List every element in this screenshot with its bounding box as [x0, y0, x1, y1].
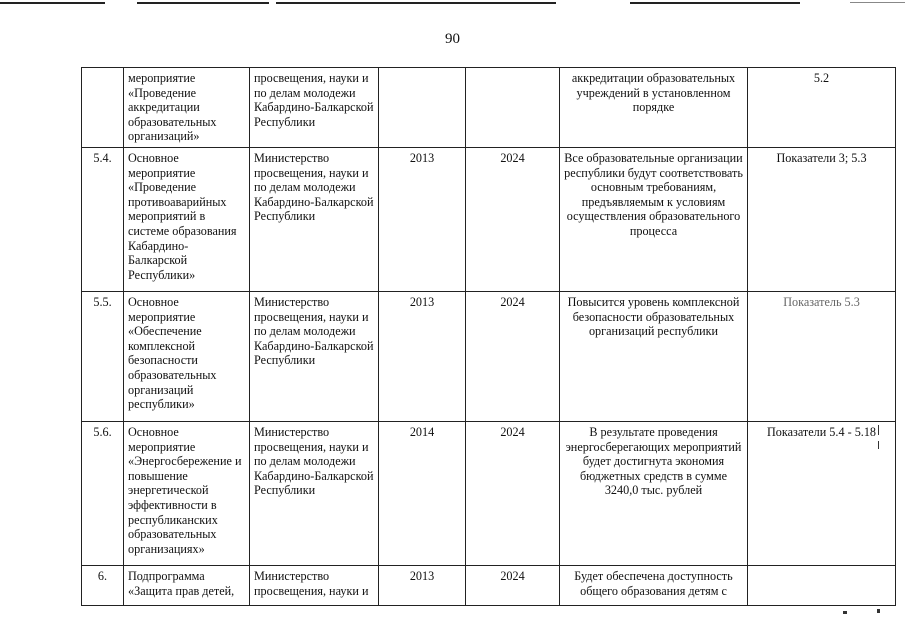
scan-speck [878, 441, 879, 449]
executor: просвещения, науки и по делам молодежи Кабардино-Балкарской Республики [250, 68, 379, 148]
indicator: Показатели 5.4 - 5.18 [748, 421, 896, 565]
expected-result: Повысится уровень комплексной безопасности образовательных организаций республики [560, 291, 748, 421]
expected-result: аккредитации образовательных учреждений в установленном порядке [560, 68, 748, 148]
header-rule-1 [0, 2, 105, 4]
table-row [82, 421, 896, 565]
end-year: 2024 [466, 565, 560, 605]
indicator: Показатели 3; 5.3 [748, 147, 896, 291]
executor: Министерство просвещения, науки и по делам молодежи Кабардино-Балкарской Республики [250, 147, 379, 291]
row-number: 5.6. [82, 421, 124, 565]
scan-speck [843, 611, 847, 614]
header-rule-3 [276, 2, 556, 4]
expected-result: В результате проведения энергосберегающих мероприятий будет достигнута экономия бюджетных средств в сумме 3240,0 тыс. рублей [560, 421, 748, 565]
header-rule-2 [137, 2, 269, 4]
expected-result: Будет обеспечена доступность общего образования детям с [560, 565, 748, 605]
header-rule-5 [850, 2, 905, 3]
activity-name: Основное мероприятие «Проведение противоаварийных мероприятий в системе образования Кабардино-Балкарской Республики» [124, 147, 250, 291]
end-year [466, 68, 560, 148]
activity-name: Основное мероприятие «Энергосбережение и повышение энергетической эффективности в республиканских образовательных организациях» [124, 421, 250, 565]
start-year: 2014 [379, 421, 466, 565]
row-number: 6. [82, 565, 124, 605]
start-year [379, 68, 466, 148]
start-year: 2013 [379, 291, 466, 421]
table-row [82, 68, 896, 148]
start-year: 2013 [379, 565, 466, 605]
row-number: 5.4. [82, 147, 124, 291]
executor: Министерство просвещения, науки и по делам молодежи Кабардино-Балкарской Республики [250, 421, 379, 565]
row-number: 5.5. [82, 291, 124, 421]
row-number [82, 68, 124, 148]
indicator: Показатель 5.3 [748, 291, 896, 421]
program-table [81, 67, 896, 606]
table-row [82, 147, 896, 291]
end-year: 2024 [466, 291, 560, 421]
indicator [748, 565, 896, 605]
activity-name: Подпрограмма «Защита прав детей, [124, 565, 250, 605]
table-row [82, 291, 896, 421]
end-year: 2024 [466, 421, 560, 565]
scan-speck [877, 609, 880, 613]
executor: Министерство просвещения, науки и по делам молодежи Кабардино-Балкарской Республики [250, 291, 379, 421]
end-year: 2024 [466, 147, 560, 291]
scan-speck [878, 425, 879, 435]
expected-result: Все образовательные организации республики будут соответствовать основным требованиям, предъявляемым к условиям осуществления образовательного процесса [560, 147, 748, 291]
page-number: 90 [445, 31, 460, 47]
table-row [82, 565, 896, 605]
executor: Министерство просвещения, науки и [250, 565, 379, 605]
start-year: 2013 [379, 147, 466, 291]
activity-name: Основное мероприятие «Обеспечение комплексной безопасности образовательных организаций республики» [124, 291, 250, 421]
header-rule-4 [630, 2, 800, 4]
activity-name: мероприятие «Проведение аккредитации образовательных организаций» [124, 68, 250, 148]
indicator: 5.2 [748, 68, 896, 148]
